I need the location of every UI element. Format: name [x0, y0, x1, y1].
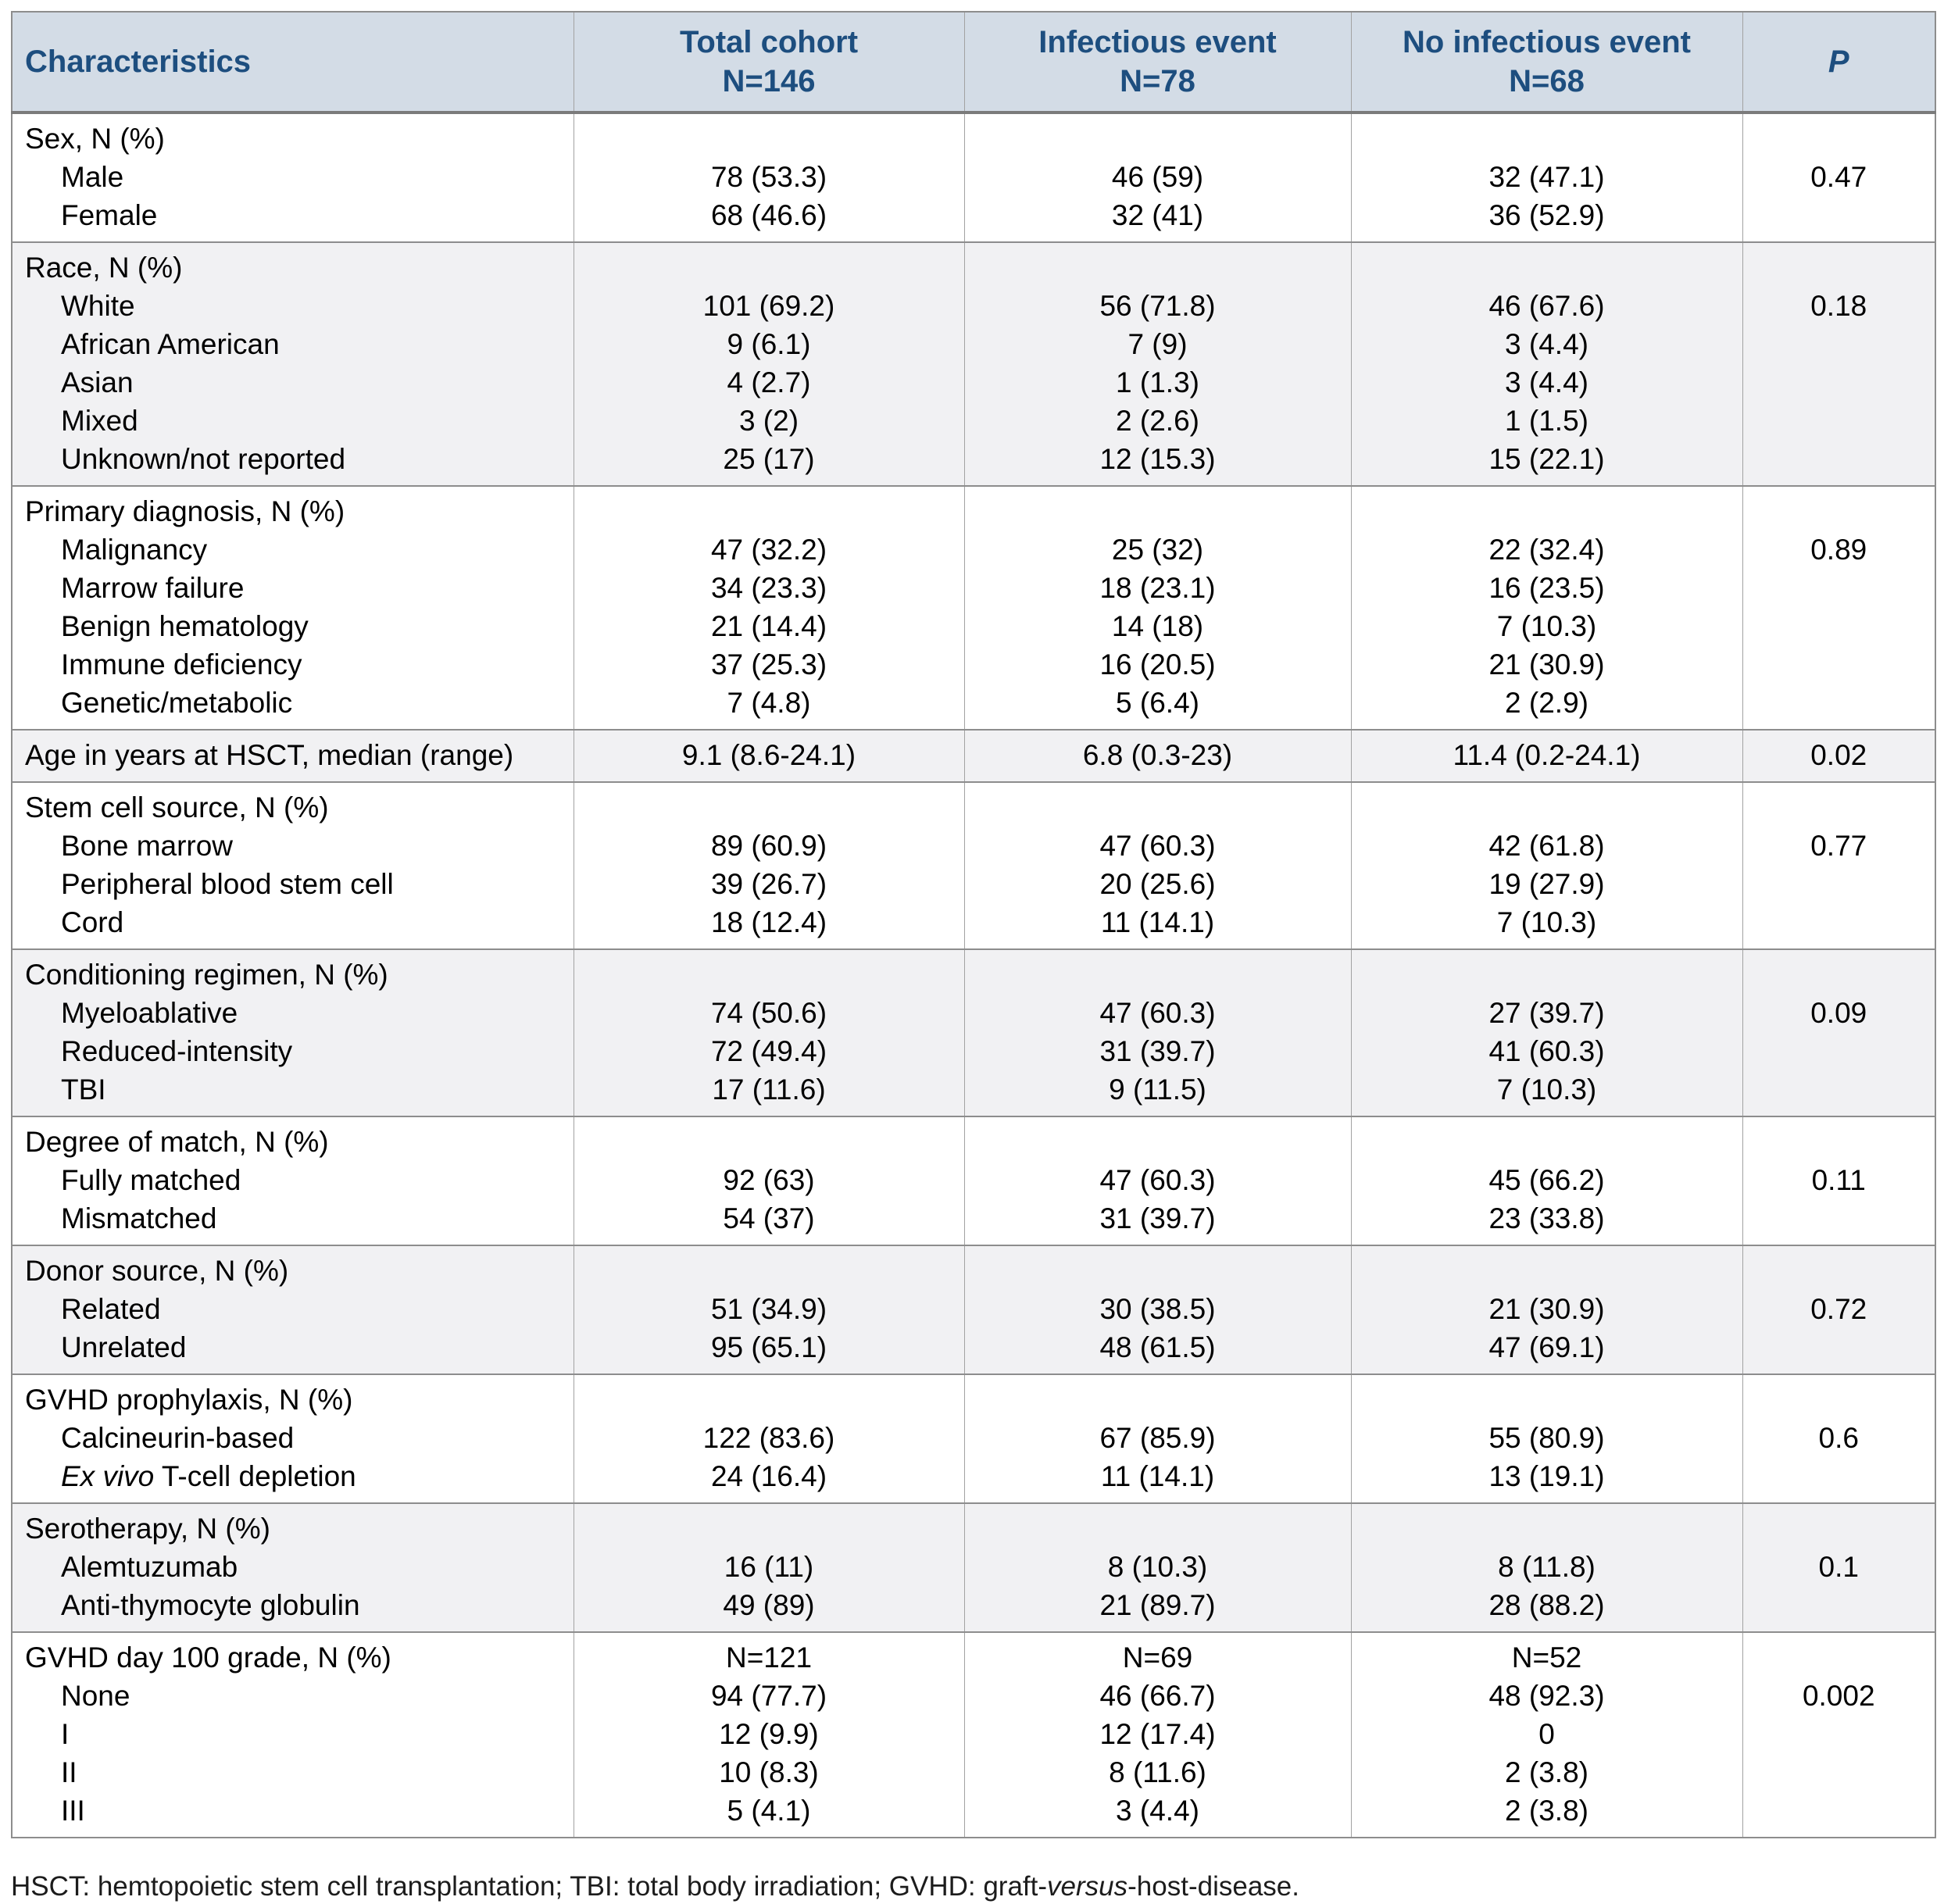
- value-line: 21 (30.9): [1488, 1293, 1605, 1325]
- value-line: 10 (8.3): [719, 1756, 819, 1788]
- section-title: Degree of match, N (%): [25, 1126, 329, 1158]
- value-line: 32 (47.1): [1488, 161, 1605, 193]
- p-value: [1743, 1509, 1935, 1548]
- value-line: [965, 1252, 1351, 1290]
- value-line: 1 (1.5): [1505, 405, 1588, 437]
- footnote-text: HSCT: hemtopoietic stem cell transplantation; TBI: total body irradiation; GVHD: graft-: [11, 1871, 1048, 1902]
- cell-total-cohort: [574, 1245, 964, 1374]
- section-title: Stem cell source, N (%): [25, 791, 329, 823]
- value-line: 11 (14.1): [1100, 1460, 1215, 1492]
- cell-p-value: [1742, 486, 1935, 730]
- row-label: Marrow failure: [61, 572, 245, 604]
- value-line: 74 (50.6): [710, 997, 827, 1029]
- cell-infectious-event: [964, 949, 1351, 1116]
- section-row: [12, 1503, 1935, 1632]
- value-line: 7 (10.3): [1496, 906, 1597, 938]
- p-value: [1743, 402, 1935, 440]
- p-value: [1743, 1252, 1935, 1290]
- value-line: [1352, 492, 1742, 530]
- value-line: 25 (32): [1111, 534, 1204, 566]
- value-line: [574, 492, 964, 530]
- value-line: 47 (69.1): [1488, 1331, 1605, 1363]
- value-line: [965, 956, 1351, 994]
- row-label: Alemtuzumab: [61, 1551, 238, 1583]
- row-label: Male: [61, 161, 124, 193]
- cell-no-infectious-event: [1351, 242, 1742, 486]
- value-line: 27 (39.7): [1488, 997, 1605, 1029]
- value-line: 54 (37): [723, 1202, 815, 1234]
- value-line: [574, 120, 964, 158]
- value-line: 5 (4.1): [727, 1795, 811, 1827]
- cell-no-infectious-event: [1351, 730, 1742, 782]
- p-value: [1743, 1638, 1935, 1677]
- p-value: [1743, 325, 1935, 363]
- cell-total-cohort: [574, 1503, 964, 1632]
- value-line: [574, 1252, 964, 1290]
- value-line: [965, 1381, 1351, 1419]
- cell-labels: [12, 1245, 574, 1374]
- characteristics-table: [11, 11, 1936, 1838]
- value-line: 28 (88.2): [1488, 1589, 1605, 1621]
- row-label: II: [61, 1756, 77, 1788]
- value-line: 2 (2.9): [1505, 687, 1588, 719]
- p-value: [1743, 1328, 1935, 1366]
- p-value: 0.002: [1802, 1680, 1875, 1712]
- value-line: 7 (10.3): [1496, 610, 1597, 642]
- value-line: 24 (16.4): [710, 1460, 827, 1492]
- value-line: 92 (63): [723, 1164, 815, 1196]
- cell-p-value: [1742, 242, 1935, 486]
- value-line: 19 (27.9): [1488, 868, 1605, 900]
- p-value: [1743, 120, 1935, 158]
- value-line: [965, 248, 1351, 287]
- row-label: Unrelated: [61, 1331, 187, 1363]
- p-value: [1743, 1381, 1935, 1419]
- value-line: 49 (89): [723, 1589, 815, 1621]
- section-row: [12, 949, 1935, 1116]
- cell-p-value: [1742, 1374, 1935, 1503]
- row-label: Female: [61, 199, 158, 231]
- value-line: 18 (23.1): [1099, 572, 1216, 604]
- value-line: [1352, 1381, 1742, 1419]
- section-row: [12, 1245, 1935, 1374]
- p-value: [1743, 956, 1935, 994]
- value-line: 2 (3.8): [1505, 1795, 1588, 1827]
- value-line: 94 (77.7): [710, 1680, 827, 1712]
- value-line: 21 (14.4): [710, 610, 827, 642]
- section-row: [12, 782, 1935, 949]
- value-line: 16 (11): [724, 1551, 814, 1583]
- value-line: 78 (53.3): [710, 161, 827, 193]
- p-value: [1743, 865, 1935, 903]
- value-line: 14 (18): [1111, 610, 1204, 642]
- cell-infectious-event: [964, 730, 1351, 782]
- cell-p-value: [1742, 1632, 1935, 1838]
- characteristics-table-wrapper: [11, 11, 1935, 1838]
- value-line: 2 (3.8): [1505, 1756, 1588, 1788]
- value-line: 47 (60.3): [1099, 997, 1216, 1029]
- p-value: [1743, 788, 1935, 827]
- section-row: [12, 113, 1935, 242]
- value-line: 17 (11.6): [712, 1073, 826, 1106]
- cell-infectious-event: [964, 1374, 1351, 1503]
- p-value: 0.89: [1810, 534, 1867, 566]
- value-line: 67 (85.9): [1099, 1422, 1216, 1454]
- p-value: 0.11: [1811, 1164, 1866, 1196]
- value-line: 56 (71.8): [1099, 290, 1216, 322]
- cell-labels: [12, 242, 574, 486]
- cell-labels: [12, 1503, 574, 1632]
- p-value: [1743, 1586, 1935, 1624]
- cell-no-infectious-event: [1351, 949, 1742, 1116]
- row-label: Ex vivo T-cell depletion: [61, 1460, 356, 1492]
- value-line: N=69: [1122, 1641, 1193, 1674]
- row-label: White: [61, 290, 135, 322]
- row-label: Myeloablative: [61, 997, 238, 1029]
- table-header: [12, 12, 1935, 113]
- value-line: 32 (41): [1111, 199, 1204, 231]
- row-label: Mixed: [61, 405, 138, 437]
- value-line: 42 (61.8): [1488, 830, 1605, 862]
- cell-total-cohort: [574, 1374, 964, 1503]
- value-line: [574, 956, 964, 994]
- value-line: 21 (30.9): [1488, 648, 1605, 681]
- col-header-no-infectious-title: No infectious event: [1403, 25, 1691, 59]
- value-line: 68 (46.6): [710, 199, 827, 231]
- value-line: 8 (11.6): [1109, 1756, 1206, 1788]
- section-row: [12, 1374, 1935, 1503]
- table-body: [12, 113, 1935, 1838]
- row-label: Bone marrow: [61, 830, 234, 862]
- cell-no-infectious-event: [1351, 1503, 1742, 1632]
- value-line: 36 (52.9): [1488, 199, 1605, 231]
- section-row: [12, 730, 1935, 782]
- cell-no-infectious-event: [1351, 1116, 1742, 1245]
- section-title: Race, N (%): [25, 252, 183, 284]
- value-line: [1352, 1252, 1742, 1290]
- cell-no-infectious-event: [1351, 1632, 1742, 1838]
- value-line: 12 (17.4): [1099, 1718, 1216, 1750]
- value-line: 25 (17): [723, 443, 815, 475]
- p-value: [1743, 607, 1935, 645]
- value-line: 51 (34.9): [710, 1293, 827, 1325]
- value-line: 11.4 (0.2-24.1): [1453, 739, 1641, 771]
- value-line: [1352, 1509, 1742, 1548]
- value-line: [1352, 120, 1742, 158]
- value-line: [965, 1123, 1351, 1161]
- row-label: None: [61, 1680, 130, 1712]
- col-header-no-infectious-event: [1351, 12, 1742, 113]
- col-header-infectious-n: N=78: [1120, 64, 1195, 98]
- value-line: 46 (66.7): [1099, 1680, 1216, 1712]
- value-line: 72 (49.4): [710, 1035, 827, 1067]
- value-line: [1352, 956, 1742, 994]
- section-title: GVHD prophylaxis, N (%): [25, 1384, 353, 1416]
- row-label: Genetic/metabolic: [61, 687, 293, 719]
- value-line: 95 (65.1): [710, 1331, 827, 1363]
- section-title: Conditioning regimen, N (%): [25, 959, 388, 991]
- row-label: Asian: [61, 366, 134, 398]
- value-line: [574, 248, 964, 287]
- value-line: 4 (2.7): [727, 366, 811, 398]
- value-line: 9 (6.1): [727, 328, 811, 360]
- row-label: Anti-thymocyte globulin: [61, 1589, 360, 1621]
- table-footnote: [11, 1870, 1944, 1904]
- col-header-total-title: Total cohort: [679, 25, 859, 59]
- value-line: 9.1 (8.6-24.1): [681, 739, 856, 771]
- value-line: [574, 1381, 964, 1419]
- row-label: Cord: [61, 906, 124, 938]
- col-header-infectious-title: Infectious event: [1038, 25, 1277, 59]
- cell-infectious-event: [964, 782, 1351, 949]
- value-line: [1352, 248, 1742, 287]
- section-row: [12, 1116, 1935, 1245]
- value-line: 31 (39.7): [1099, 1035, 1216, 1067]
- value-line: 55 (80.9): [1488, 1422, 1605, 1454]
- value-line: 122 (83.6): [702, 1422, 835, 1454]
- value-line: 101 (69.2): [702, 290, 835, 322]
- cell-labels: [12, 1116, 574, 1245]
- cell-no-infectious-event: [1351, 113, 1742, 242]
- cell-labels: [12, 949, 574, 1116]
- cell-infectious-event: [964, 1632, 1351, 1838]
- p-value: [1743, 903, 1935, 941]
- value-line: 7 (10.3): [1496, 1073, 1597, 1106]
- row-label: Immune deficiency: [61, 648, 302, 681]
- cell-p-value: [1742, 113, 1935, 242]
- cell-p-value: [1742, 1503, 1935, 1632]
- value-line: [574, 788, 964, 827]
- p-value: [1743, 1791, 1935, 1830]
- col-header-total-n: N=146: [722, 64, 816, 98]
- section-row: [12, 486, 1935, 730]
- value-line: [965, 1509, 1351, 1548]
- cell-p-value: [1742, 730, 1935, 782]
- cell-labels: [12, 782, 574, 949]
- p-value: 0.18: [1810, 290, 1867, 322]
- footnote-text: -host-disease.: [1127, 1871, 1299, 1902]
- value-line: 7 (4.8): [727, 687, 811, 719]
- value-line: N=52: [1511, 1641, 1582, 1674]
- section-row: [12, 1632, 1935, 1838]
- p-value: [1743, 1715, 1935, 1753]
- table-header-row: [12, 12, 1935, 113]
- value-line: [574, 1509, 964, 1548]
- cell-infectious-event: [964, 113, 1351, 242]
- value-line: 46 (67.6): [1488, 290, 1605, 322]
- p-value: 0.47: [1810, 161, 1867, 193]
- value-line: 0: [1538, 1718, 1555, 1750]
- value-line: 11 (14.1): [1100, 906, 1215, 938]
- value-line: [1352, 788, 1742, 827]
- cell-infectious-event: [964, 1245, 1351, 1374]
- row-label: I: [61, 1718, 70, 1750]
- section-title: Serotherapy, N (%): [25, 1513, 270, 1545]
- value-line: 8 (10.3): [1107, 1551, 1208, 1583]
- p-value: 0.6: [1818, 1422, 1859, 1454]
- value-line: 89 (60.9): [710, 830, 827, 862]
- value-line: 20 (25.6): [1099, 868, 1216, 900]
- cell-p-value: [1742, 782, 1935, 949]
- p-value: 0.09: [1810, 997, 1867, 1029]
- row-label: Reduced-intensity: [61, 1035, 293, 1067]
- value-line: [965, 120, 1351, 158]
- row-label: Peripheral blood stem cell: [61, 868, 394, 900]
- p-value: [1743, 1070, 1935, 1109]
- value-line: 13 (19.1): [1488, 1460, 1605, 1492]
- p-value: [1743, 196, 1935, 234]
- row-label: Malignancy: [61, 534, 208, 566]
- cell-total-cohort: [574, 1632, 964, 1838]
- value-line: 3 (4.4): [1116, 1795, 1199, 1827]
- value-line: 3 (4.4): [1505, 366, 1588, 398]
- cell-p-value: [1742, 1245, 1935, 1374]
- value-line: [965, 492, 1351, 530]
- value-line: [574, 1123, 964, 1161]
- cell-total-cohort: [574, 1116, 964, 1245]
- value-line: 9 (11.5): [1109, 1073, 1206, 1106]
- cell-no-infectious-event: [1351, 1245, 1742, 1374]
- cell-total-cohort: [574, 113, 964, 242]
- cell-total-cohort: [574, 782, 964, 949]
- cell-infectious-event: [964, 486, 1351, 730]
- p-value: [1743, 569, 1935, 607]
- row-label: Fully matched: [61, 1164, 241, 1196]
- row-label: Calcineurin-based: [61, 1422, 295, 1454]
- value-line: 3 (2): [738, 405, 799, 437]
- p-value: [1743, 645, 1935, 684]
- p-value-header-label: P: [1828, 45, 1849, 79]
- value-line: 1 (1.3): [1116, 366, 1199, 398]
- value-line: 45 (66.2): [1488, 1164, 1605, 1196]
- col-header-p-value: [1742, 12, 1935, 113]
- value-line: 31 (39.7): [1099, 1202, 1216, 1234]
- value-line: 15 (22.1): [1488, 443, 1605, 475]
- value-line: 22 (32.4): [1488, 534, 1605, 566]
- value-line: 16 (20.5): [1099, 648, 1216, 681]
- value-line: 39 (26.7): [710, 868, 827, 900]
- cell-labels: [12, 1632, 574, 1838]
- p-value: [1743, 248, 1935, 287]
- row-label: Unknown/not reported: [61, 443, 346, 475]
- p-value: [1743, 440, 1935, 478]
- cell-p-value: [1742, 949, 1935, 1116]
- col-header-infectious-event: [964, 12, 1351, 113]
- cell-infectious-event: [964, 242, 1351, 486]
- cell-infectious-event: [964, 1503, 1351, 1632]
- p-value: [1743, 1753, 1935, 1791]
- col-header-no-infectious-n: N=68: [1509, 64, 1585, 98]
- col-header-characteristics: Characteristics: [12, 12, 574, 113]
- cell-labels: [12, 1374, 574, 1503]
- value-line: 6.8 (0.3-23): [1082, 739, 1233, 771]
- value-line: 47 (32.2): [710, 534, 827, 566]
- value-line: 7 (9): [1127, 328, 1188, 360]
- section-title: Age in years at HSCT, median (range): [25, 739, 514, 771]
- value-line: 16 (23.5): [1488, 572, 1605, 604]
- value-line: 3 (4.4): [1505, 328, 1588, 360]
- value-line: N=121: [725, 1641, 813, 1674]
- value-line: [1352, 1123, 1742, 1161]
- cell-no-infectious-event: [1351, 1374, 1742, 1503]
- value-line: 23 (33.8): [1488, 1202, 1605, 1234]
- value-line: 21 (89.7): [1099, 1589, 1216, 1621]
- value-line: 47 (60.3): [1099, 830, 1216, 862]
- footnote-text: versus: [1047, 1871, 1128, 1902]
- section-title: Donor source, N (%): [25, 1255, 289, 1287]
- p-value: [1743, 363, 1935, 402]
- value-line: 18 (12.4): [710, 906, 827, 938]
- p-value: [1743, 684, 1935, 722]
- value-line: 5 (6.4): [1116, 687, 1199, 719]
- value-line: 34 (23.3): [710, 572, 827, 604]
- section-title: GVHD day 100 grade, N (%): [25, 1641, 391, 1674]
- row-label: Benign hematology: [61, 610, 309, 642]
- value-line: 12 (9.9): [719, 1718, 819, 1750]
- value-line: 37 (25.3): [710, 648, 827, 681]
- p-value: [1743, 1032, 1935, 1070]
- value-line: 30 (38.5): [1099, 1293, 1216, 1325]
- cell-labels: [12, 486, 574, 730]
- row-label: African American: [61, 328, 280, 360]
- row-label: Related: [61, 1293, 161, 1325]
- cell-p-value: [1742, 1116, 1935, 1245]
- value-line: 48 (92.3): [1488, 1680, 1605, 1712]
- value-line: 47 (60.3): [1099, 1164, 1216, 1196]
- section-title: Primary diagnosis, N (%): [25, 495, 345, 527]
- cell-no-infectious-event: [1351, 782, 1742, 949]
- p-value: [1743, 492, 1935, 530]
- col-header-total-cohort: [574, 12, 964, 113]
- p-value: 0.77: [1810, 830, 1867, 862]
- value-line: 46 (59): [1111, 161, 1204, 193]
- cell-total-cohort: [574, 242, 964, 486]
- value-line: 12 (15.3): [1099, 443, 1216, 475]
- value-line: 48 (61.5): [1099, 1331, 1216, 1363]
- p-value: 0.02: [1810, 739, 1867, 771]
- section-title: Sex, N (%): [25, 123, 165, 155]
- value-line: 2 (2.6): [1116, 405, 1199, 437]
- row-label: TBI: [61, 1073, 106, 1106]
- cell-total-cohort: [574, 486, 964, 730]
- row-label: III: [61, 1795, 85, 1827]
- cell-no-infectious-event: [1351, 486, 1742, 730]
- p-value: [1743, 1123, 1935, 1161]
- cell-total-cohort: [574, 730, 964, 782]
- cell-total-cohort: [574, 949, 964, 1116]
- value-line: [965, 788, 1351, 827]
- p-value: [1743, 1199, 1935, 1238]
- cell-infectious-event: [964, 1116, 1351, 1245]
- row-label: Mismatched: [61, 1202, 217, 1234]
- section-row: [12, 242, 1935, 486]
- cell-labels: [12, 113, 574, 242]
- value-line: 8 (11.8): [1498, 1551, 1596, 1583]
- p-value: [1743, 1457, 1935, 1495]
- p-value: 0.72: [1810, 1293, 1867, 1325]
- cell-labels: [12, 730, 574, 782]
- value-line: 41 (60.3): [1488, 1035, 1605, 1067]
- p-value: 0.1: [1818, 1551, 1859, 1583]
